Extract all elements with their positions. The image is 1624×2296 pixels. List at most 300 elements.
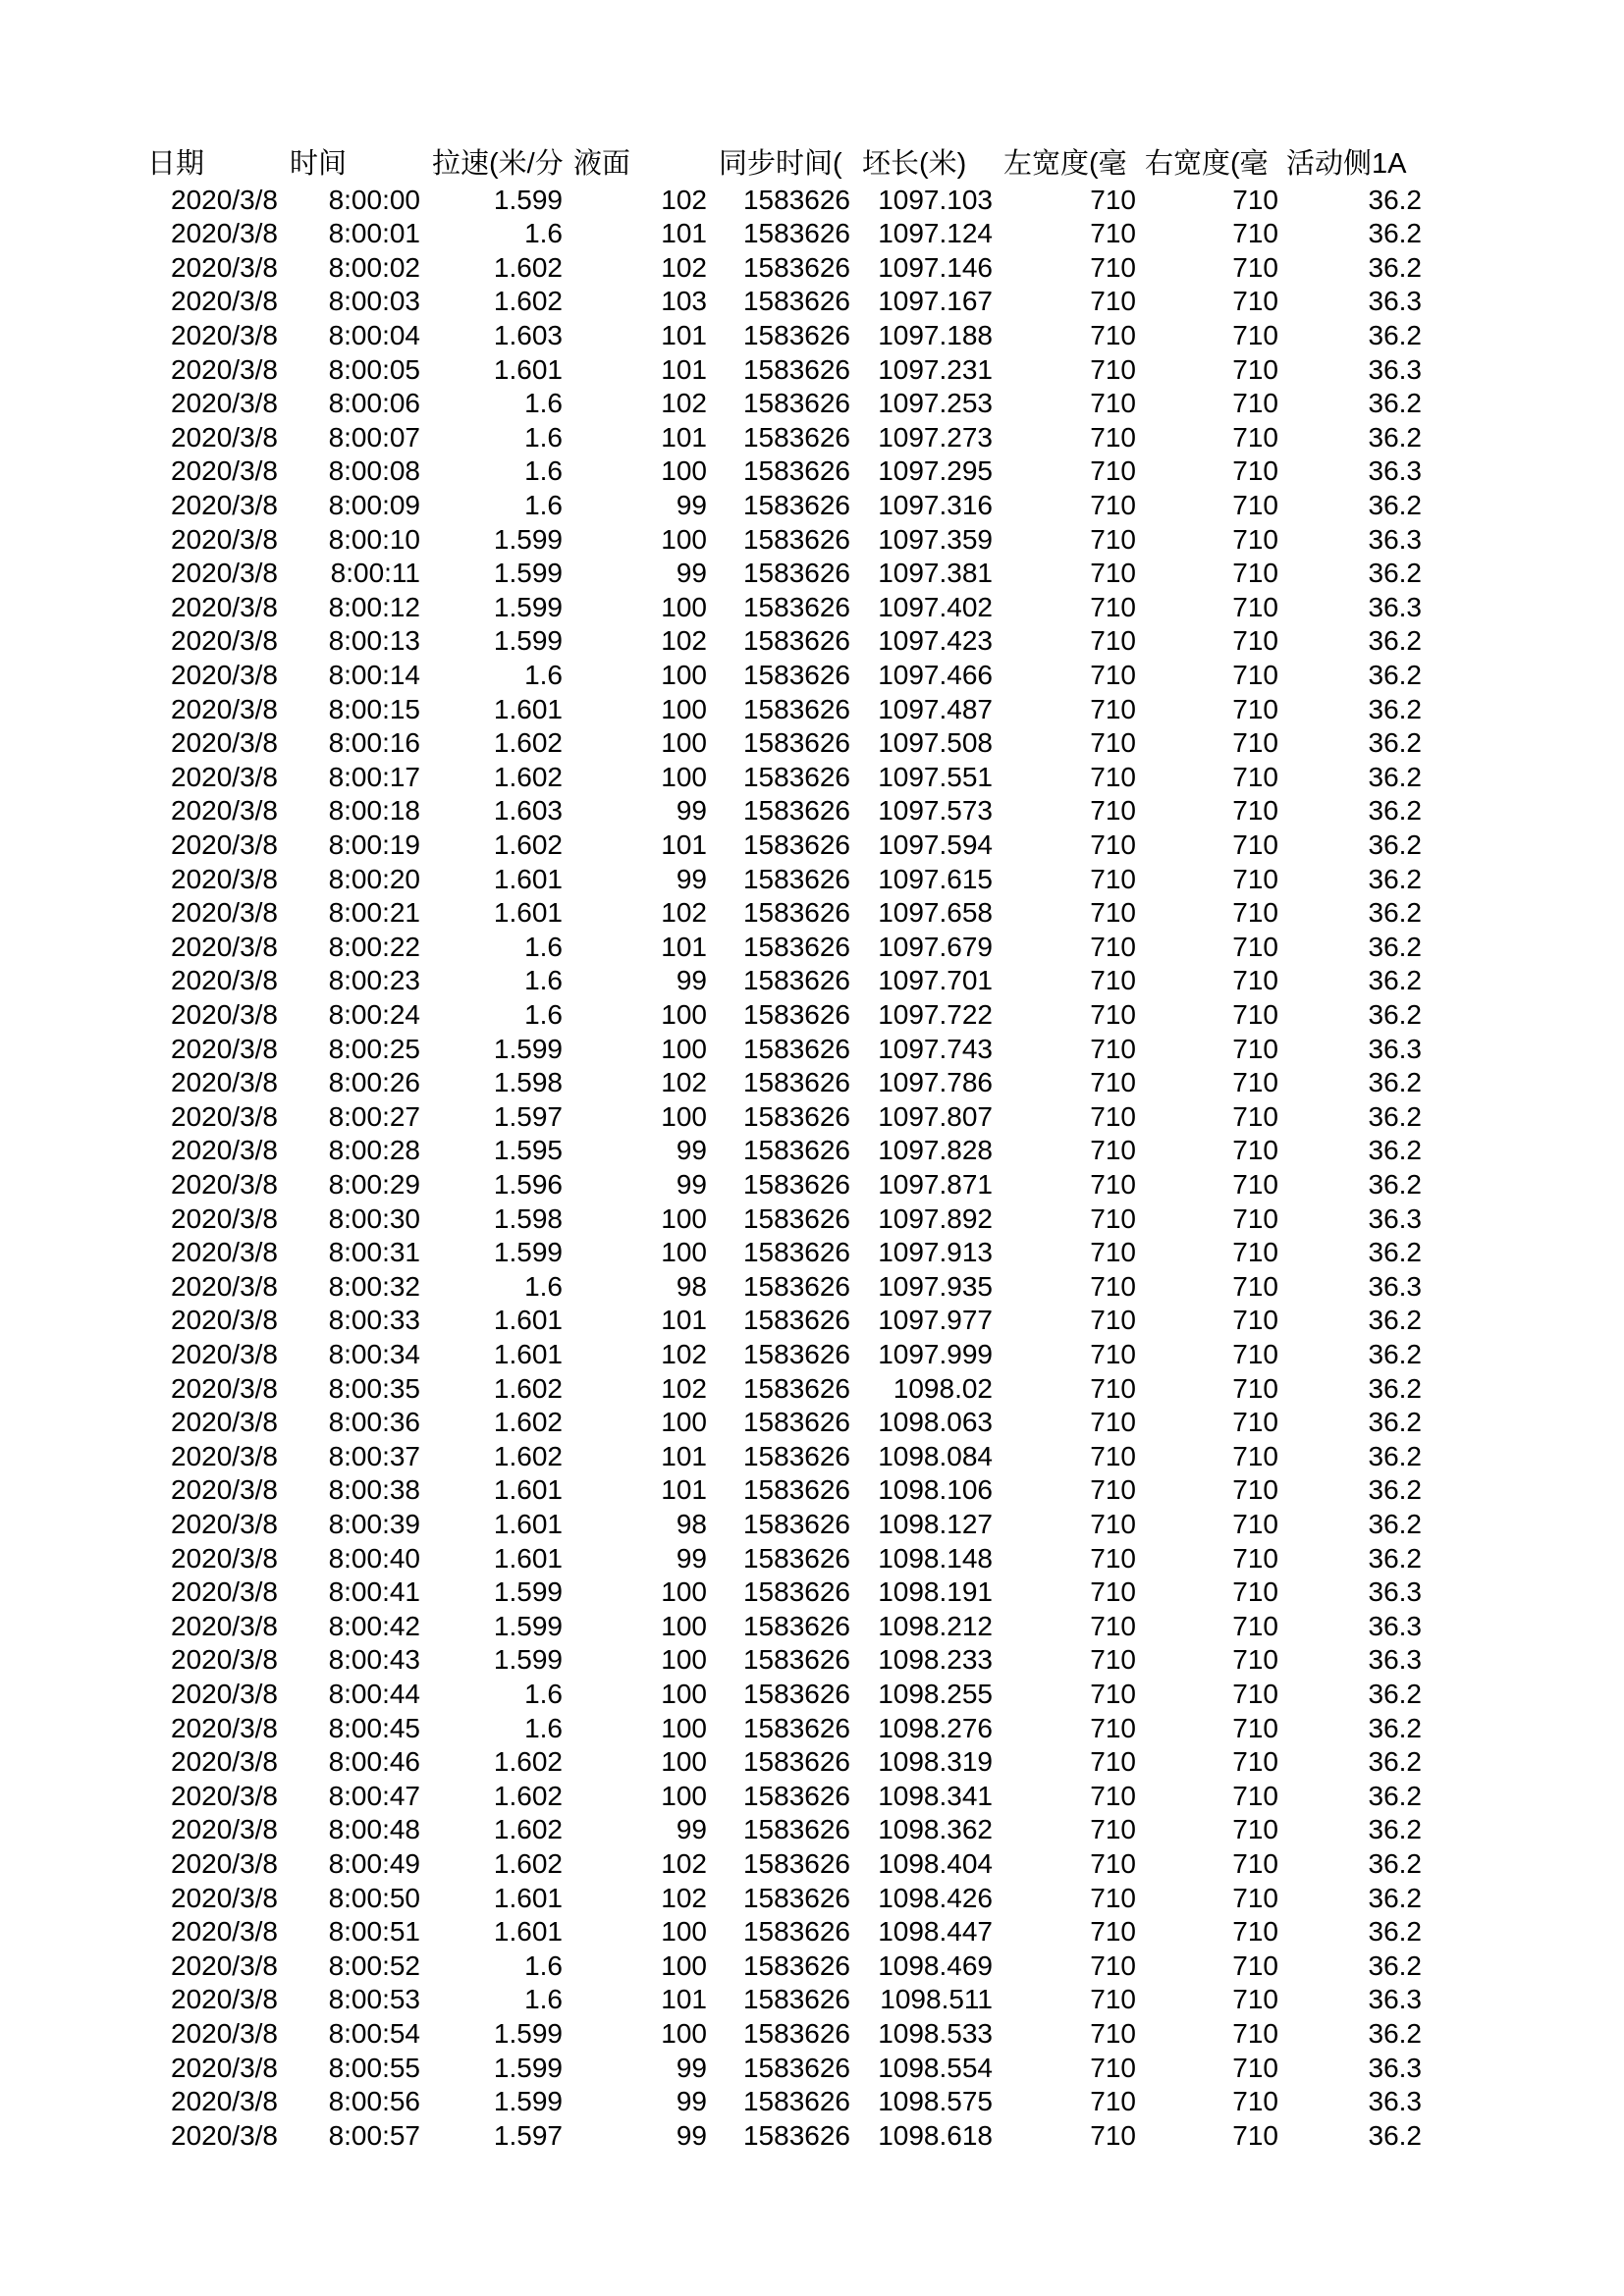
cell-active-side: 36.2 (1368, 218, 1422, 249)
cell-level: 100 (661, 659, 707, 690)
table-row (0, 1949, 1624, 1984)
cell-date: 2020/3/8 (171, 1542, 278, 1574)
cell-speed: 1.599 (493, 1610, 563, 1641)
table-row (0, 863, 1624, 897)
cell-length: 1097.273 (878, 421, 993, 453)
cell-level: 100 (661, 455, 707, 487)
table-row (0, 1304, 1624, 1338)
cell-speed: 1.599 (493, 2017, 563, 2049)
table-row (0, 1847, 1624, 1882)
table-row (0, 1236, 1624, 1270)
cell-left-width: 710 (1090, 828, 1136, 860)
cell-date: 2020/3/8 (171, 251, 278, 283)
cell-left-width: 710 (1090, 1440, 1136, 1471)
cell-level: 102 (661, 897, 707, 929)
cell-date: 2020/3/8 (171, 2017, 278, 2049)
cell-time: 8:00:46 (328, 1746, 420, 1778)
cell-length: 1097.402 (878, 591, 993, 622)
cell-sync-time: 1583626 (742, 1949, 850, 1981)
cell-level: 99 (676, 795, 707, 827)
cell-date: 2020/3/8 (171, 998, 278, 1030)
cell-right-width: 710 (1232, 1474, 1278, 1506)
cell-level: 102 (661, 625, 707, 657)
cell-left-width: 710 (1090, 1168, 1136, 1200)
cell-left-width: 710 (1090, 319, 1136, 350)
cell-active-side: 36.2 (1368, 388, 1422, 419)
cell-date: 2020/3/8 (171, 1984, 278, 2015)
cell-active-side: 36.2 (1368, 1542, 1422, 1574)
cell-speed: 1.597 (493, 2119, 563, 2151)
cell-speed: 1.598 (493, 1202, 563, 1234)
cell-sync-time: 1583626 (742, 897, 850, 929)
cell-level: 102 (661, 184, 707, 215)
cell-level: 100 (661, 1407, 707, 1438)
cell-length: 1097.701 (878, 965, 993, 996)
cell-time: 8:00:24 (328, 998, 420, 1030)
cell-speed: 1.599 (493, 1237, 563, 1268)
cell-date: 2020/3/8 (171, 1949, 278, 1981)
cell-sync-time: 1583626 (742, 1407, 850, 1438)
cell-active-side: 36.2 (1368, 727, 1422, 759)
table-row (0, 1440, 1624, 1474)
cell-sync-time: 1583626 (742, 1305, 850, 1336)
cell-left-width: 710 (1090, 1100, 1136, 1132)
cell-sync-time: 1583626 (742, 727, 850, 759)
cell-left-width: 710 (1090, 795, 1136, 827)
cell-right-width: 710 (1232, 1168, 1278, 1200)
cell-date: 2020/3/8 (171, 1644, 278, 1676)
cell-length: 1098.362 (878, 1814, 993, 1845)
cell-left-width: 710 (1090, 931, 1136, 962)
cell-sync-time: 1583626 (742, 931, 850, 962)
table-row (0, 964, 1624, 998)
cell-active-side: 36.2 (1368, 1746, 1422, 1778)
cell-sync-time: 1583626 (742, 1916, 850, 1948)
cell-length: 1097.658 (878, 897, 993, 929)
cell-date: 2020/3/8 (171, 388, 278, 419)
cell-level: 102 (661, 1338, 707, 1369)
cell-right-width: 710 (1232, 659, 1278, 690)
cell-time: 8:00:20 (328, 863, 420, 894)
cell-left-width: 710 (1090, 489, 1136, 520)
cell-time: 8:00:17 (328, 761, 420, 792)
cell-level: 100 (661, 1949, 707, 1981)
cell-sync-time: 1583626 (742, 319, 850, 350)
cell-level: 100 (661, 1576, 707, 1608)
cell-active-side: 36.3 (1368, 2086, 1422, 2117)
cell-right-width: 710 (1232, 1916, 1278, 1948)
cell-active-side: 36.2 (1368, 421, 1422, 453)
cell-level: 100 (661, 1916, 707, 1948)
cell-speed: 1.601 (493, 1916, 563, 1948)
cell-sync-time: 1583626 (742, 1474, 850, 1506)
cell-date: 2020/3/8 (171, 1033, 278, 1064)
cell-left-width: 710 (1090, 421, 1136, 453)
cell-speed: 1.6 (524, 1712, 563, 1743)
cell-level: 101 (661, 218, 707, 249)
cell-time: 8:00:03 (328, 286, 420, 317)
cell-level: 101 (661, 1305, 707, 1336)
cell-level: 99 (676, 2052, 707, 2083)
cell-time: 8:00:36 (328, 1407, 420, 1438)
cell-speed: 1.599 (493, 591, 563, 622)
cell-time: 8:00:50 (328, 1882, 420, 1913)
cell-date: 2020/3/8 (171, 727, 278, 759)
cell-sync-time: 1583626 (742, 1984, 850, 2015)
cell-active-side: 36.3 (1368, 591, 1422, 622)
cell-level: 99 (676, 2086, 707, 2117)
cell-right-width: 710 (1232, 2052, 1278, 2083)
table-row (0, 1134, 1624, 1168)
cell-length: 1097.508 (878, 727, 993, 759)
cell-date: 2020/3/8 (171, 1610, 278, 1641)
cell-active-side: 36.3 (1368, 455, 1422, 487)
cell-active-side: 36.2 (1368, 1168, 1422, 1200)
cell-active-side: 36.3 (1368, 1033, 1422, 1064)
cell-left-width: 710 (1090, 761, 1136, 792)
cell-level: 100 (661, 727, 707, 759)
cell-time: 8:00:42 (328, 1610, 420, 1641)
cell-date: 2020/3/8 (171, 1882, 278, 1913)
cell-right-width: 710 (1232, 1270, 1278, 1302)
cell-sync-time: 1583626 (742, 2017, 850, 2049)
cell-speed: 1.602 (493, 1847, 563, 1879)
cell-left-width: 710 (1090, 1882, 1136, 1913)
cell-left-width: 710 (1090, 1237, 1136, 1268)
cell-level: 100 (661, 998, 707, 1030)
cell-sync-time: 1583626 (742, 1202, 850, 1234)
cell-date: 2020/3/8 (171, 1407, 278, 1438)
cell-sync-time: 1583626 (742, 1067, 850, 1098)
cell-date: 2020/3/8 (171, 2119, 278, 2151)
cell-right-width: 710 (1232, 998, 1278, 1030)
cell-right-width: 710 (1232, 421, 1278, 453)
cell-active-side: 36.2 (1368, 965, 1422, 996)
cell-active-side: 36.3 (1368, 1576, 1422, 1608)
cell-level: 100 (661, 1237, 707, 1268)
cell-speed: 1.602 (493, 286, 563, 317)
cell-right-width: 710 (1232, 1712, 1278, 1743)
cell-active-side: 36.2 (1368, 863, 1422, 894)
cell-speed: 1.6 (524, 998, 563, 1030)
table-row (0, 454, 1624, 489)
cell-time: 8:00:01 (328, 218, 420, 249)
cell-right-width: 710 (1232, 1610, 1278, 1641)
cell-length: 1098.084 (878, 1440, 993, 1471)
cell-left-width: 710 (1090, 286, 1136, 317)
header-right-width: 右宽度(毫 (1145, 148, 1269, 180)
cell-active-side: 36.3 (1368, 523, 1422, 555)
cell-time: 8:00:11 (330, 558, 420, 589)
table-row (0, 1473, 1624, 1508)
cell-date: 2020/3/8 (171, 421, 278, 453)
cell-date: 2020/3/8 (171, 1678, 278, 1709)
table-row (0, 2085, 1624, 2119)
cell-length: 1097.913 (878, 1237, 993, 1268)
cell-speed: 1.601 (493, 1508, 563, 1539)
cell-date: 2020/3/8 (171, 1305, 278, 1336)
header-level: 液面 (573, 148, 631, 180)
cell-right-width: 710 (1232, 1372, 1278, 1404)
cell-speed: 1.6 (524, 489, 563, 520)
cell-active-side: 36.2 (1368, 1712, 1422, 1743)
cell-length: 1097.487 (878, 693, 993, 724)
cell-speed: 1.6 (524, 455, 563, 487)
cell-sync-time: 1583626 (742, 1440, 850, 1471)
cell-active-side: 36.2 (1368, 1678, 1422, 1709)
cell-left-width: 710 (1090, 1270, 1136, 1302)
cell-length: 1097.892 (878, 1202, 993, 1234)
cell-date: 2020/3/8 (171, 1916, 278, 1948)
cell-right-width: 710 (1232, 727, 1278, 759)
cell-level: 99 (676, 558, 707, 589)
cell-right-width: 710 (1232, 1202, 1278, 1234)
cell-speed: 1.6 (524, 1984, 563, 2015)
cell-active-side: 36.2 (1368, 1440, 1422, 1471)
table-row (0, 2119, 1624, 2154)
table-row (0, 1678, 1624, 1712)
cell-length: 1097.103 (878, 184, 993, 215)
cell-left-width: 710 (1090, 998, 1136, 1030)
cell-right-width: 710 (1232, 1067, 1278, 1098)
cell-active-side: 36.2 (1368, 795, 1422, 827)
table-row (0, 251, 1624, 286)
cell-left-width: 710 (1090, 251, 1136, 283)
header-left-width: 左宽度(毫 (1003, 148, 1127, 180)
cell-date: 2020/3/8 (171, 1100, 278, 1132)
cell-length: 1097.231 (878, 353, 993, 385)
cell-time: 8:00:48 (328, 1814, 420, 1845)
cell-right-width: 710 (1232, 1033, 1278, 1064)
cell-speed: 1.6 (524, 421, 563, 453)
cell-time: 8:00:13 (328, 625, 420, 657)
cell-level: 102 (661, 1067, 707, 1098)
table-row (0, 1033, 1624, 1067)
table-row (0, 1542, 1624, 1576)
cell-right-width: 710 (1232, 863, 1278, 894)
cell-right-width: 710 (1232, 1984, 1278, 2015)
cell-length: 1098.511 (880, 1984, 993, 2015)
cell-date: 2020/3/8 (171, 1440, 278, 1471)
table-row (0, 1066, 1624, 1100)
cell-length: 1097.679 (878, 931, 993, 962)
cell-level: 100 (661, 2017, 707, 2049)
cell-left-width: 710 (1090, 1746, 1136, 1778)
header-length: 坯长(米) (862, 148, 967, 180)
cell-level: 99 (676, 1542, 707, 1574)
header-sync-time: 同步时间( (719, 148, 842, 180)
cell-sync-time: 1583626 (742, 2086, 850, 2117)
cell-level: 100 (661, 523, 707, 555)
cell-date: 2020/3/8 (171, 2086, 278, 2117)
cell-speed: 1.602 (493, 1372, 563, 1404)
table-row (0, 1406, 1624, 1440)
cell-length: 1097.594 (878, 828, 993, 860)
cell-left-width: 710 (1090, 1135, 1136, 1166)
cell-length: 1097.807 (878, 1100, 993, 1132)
cell-active-side: 36.2 (1368, 1305, 1422, 1336)
cell-speed: 1.6 (524, 1270, 563, 1302)
cell-active-side: 36.2 (1368, 1916, 1422, 1948)
cell-length: 1098.469 (878, 1949, 993, 1981)
cell-active-side: 36.2 (1368, 1372, 1422, 1404)
table-row (0, 353, 1624, 388)
cell-sync-time: 1583626 (742, 1847, 850, 1879)
table-row (0, 693, 1624, 727)
table-row (0, 1100, 1624, 1135)
cell-time: 8:00:34 (328, 1338, 420, 1369)
cell-length: 1098.02 (893, 1372, 993, 1404)
cell-left-width: 710 (1090, 1508, 1136, 1539)
cell-level: 101 (661, 1440, 707, 1471)
cell-sync-time: 1583626 (742, 1712, 850, 1743)
cell-right-width: 710 (1232, 1407, 1278, 1438)
cell-left-width: 710 (1090, 1474, 1136, 1506)
cell-active-side: 36.2 (1368, 1474, 1422, 1506)
cell-left-width: 710 (1090, 1814, 1136, 1845)
cell-right-width: 710 (1232, 1949, 1278, 1981)
cell-right-width: 710 (1232, 897, 1278, 929)
cell-speed: 1.602 (493, 1407, 563, 1438)
cell-time: 8:00:09 (328, 489, 420, 520)
cell-right-width: 710 (1232, 2086, 1278, 2117)
cell-sync-time: 1583626 (742, 1135, 850, 1166)
cell-left-width: 710 (1090, 1780, 1136, 1811)
cell-length: 1098.554 (878, 2052, 993, 2083)
table-row (0, 761, 1624, 795)
table-row (0, 1202, 1624, 1237)
cell-time: 8:00:47 (328, 1780, 420, 1811)
table-row (0, 1372, 1624, 1407)
cell-left-width: 710 (1090, 1610, 1136, 1641)
cell-left-width: 710 (1090, 625, 1136, 657)
cell-level: 100 (661, 1202, 707, 1234)
cell-active-side: 36.2 (1368, 1338, 1422, 1369)
cell-date: 2020/3/8 (171, 591, 278, 622)
cell-length: 1098.212 (878, 1610, 993, 1641)
cell-time: 8:00:23 (328, 965, 420, 996)
cell-time: 8:00:12 (328, 591, 420, 622)
cell-sync-time: 1583626 (742, 1338, 850, 1369)
cell-active-side: 36.2 (1368, 251, 1422, 283)
cell-length: 1097.935 (878, 1270, 993, 1302)
cell-right-width: 710 (1232, 1338, 1278, 1369)
cell-length: 1097.466 (878, 659, 993, 690)
cell-left-width: 710 (1090, 591, 1136, 622)
table-row (0, 217, 1624, 251)
cell-level: 100 (661, 761, 707, 792)
table-row (0, 896, 1624, 931)
table-row (0, 1813, 1624, 1847)
cell-length: 1097.423 (878, 625, 993, 657)
cell-time: 8:00:18 (328, 795, 420, 827)
cell-level: 100 (661, 1712, 707, 1743)
cell-length: 1098.233 (878, 1644, 993, 1676)
cell-level: 100 (661, 1678, 707, 1709)
cell-speed: 1.599 (493, 184, 563, 215)
cell-sync-time: 1583626 (742, 2119, 850, 2151)
cell-length: 1097.828 (878, 1135, 993, 1166)
cell-speed: 1.602 (493, 828, 563, 860)
cell-speed: 1.599 (493, 1033, 563, 1064)
cell-time: 8:00:04 (328, 319, 420, 350)
table-row (0, 1575, 1624, 1610)
cell-right-width: 710 (1232, 1100, 1278, 1132)
cell-active-side: 36.2 (1368, 897, 1422, 929)
cell-active-side: 36.2 (1368, 1780, 1422, 1811)
cell-date: 2020/3/8 (171, 1270, 278, 1302)
cell-left-width: 710 (1090, 1542, 1136, 1574)
cell-active-side: 36.3 (1368, 1984, 1422, 2015)
table-row (0, 624, 1624, 659)
cell-active-side: 36.2 (1368, 1847, 1422, 1879)
cell-length: 1097.551 (878, 761, 993, 792)
cell-speed: 1.601 (493, 897, 563, 929)
cell-speed: 1.602 (493, 1814, 563, 1845)
table-row (0, 557, 1624, 591)
cell-speed: 1.6 (524, 1949, 563, 1981)
table-row (0, 523, 1624, 558)
cell-right-width: 710 (1232, 1542, 1278, 1574)
cell-speed: 1.6 (524, 931, 563, 962)
cell-length: 1097.253 (878, 388, 993, 419)
cell-time: 8:00:25 (328, 1033, 420, 1064)
cell-date: 2020/3/8 (171, 1847, 278, 1879)
cell-time: 8:00:35 (328, 1372, 420, 1404)
cell-sync-time: 1583626 (742, 1644, 850, 1676)
cell-left-width: 710 (1090, 1678, 1136, 1709)
cell-date: 2020/3/8 (171, 455, 278, 487)
header-active-side: 活动侧1A (1286, 148, 1407, 180)
cell-right-width: 710 (1232, 184, 1278, 215)
cell-speed: 1.6 (524, 659, 563, 690)
cell-right-width: 710 (1232, 1237, 1278, 1268)
cell-level: 99 (676, 1135, 707, 1166)
cell-date: 2020/3/8 (171, 184, 278, 215)
cell-date: 2020/3/8 (171, 1712, 278, 1743)
cell-sync-time: 1583626 (742, 353, 850, 385)
cell-level: 102 (661, 1847, 707, 1879)
cell-speed: 1.6 (524, 388, 563, 419)
cell-sync-time: 1583626 (742, 286, 850, 317)
cell-length: 1097.871 (878, 1168, 993, 1200)
cell-right-width: 710 (1232, 1135, 1278, 1166)
cell-length: 1098.533 (878, 2017, 993, 2049)
cell-sync-time: 1583626 (742, 1746, 850, 1778)
cell-speed: 1.6 (524, 218, 563, 249)
cell-sync-time: 1583626 (742, 863, 850, 894)
cell-sync-time: 1583626 (742, 489, 850, 520)
cell-right-width: 710 (1232, 931, 1278, 962)
cell-left-width: 710 (1090, 1033, 1136, 1064)
cell-right-width: 710 (1232, 1576, 1278, 1608)
cell-date: 2020/3/8 (171, 218, 278, 249)
table-row (0, 1168, 1624, 1202)
cell-left-width: 710 (1090, 218, 1136, 249)
cell-date: 2020/3/8 (171, 1576, 278, 1608)
cell-date: 2020/3/8 (171, 761, 278, 792)
table-row (0, 726, 1624, 761)
cell-sync-time: 1583626 (742, 625, 850, 657)
cell-speed: 1.601 (493, 1474, 563, 1506)
cell-date: 2020/3/8 (171, 1474, 278, 1506)
cell-sync-time: 1583626 (742, 1814, 850, 1845)
cell-length: 1097.786 (878, 1067, 993, 1098)
cell-time: 8:00:51 (328, 1916, 420, 1948)
table-row (0, 931, 1624, 965)
cell-sync-time: 1583626 (742, 1780, 850, 1811)
cell-level: 102 (661, 388, 707, 419)
